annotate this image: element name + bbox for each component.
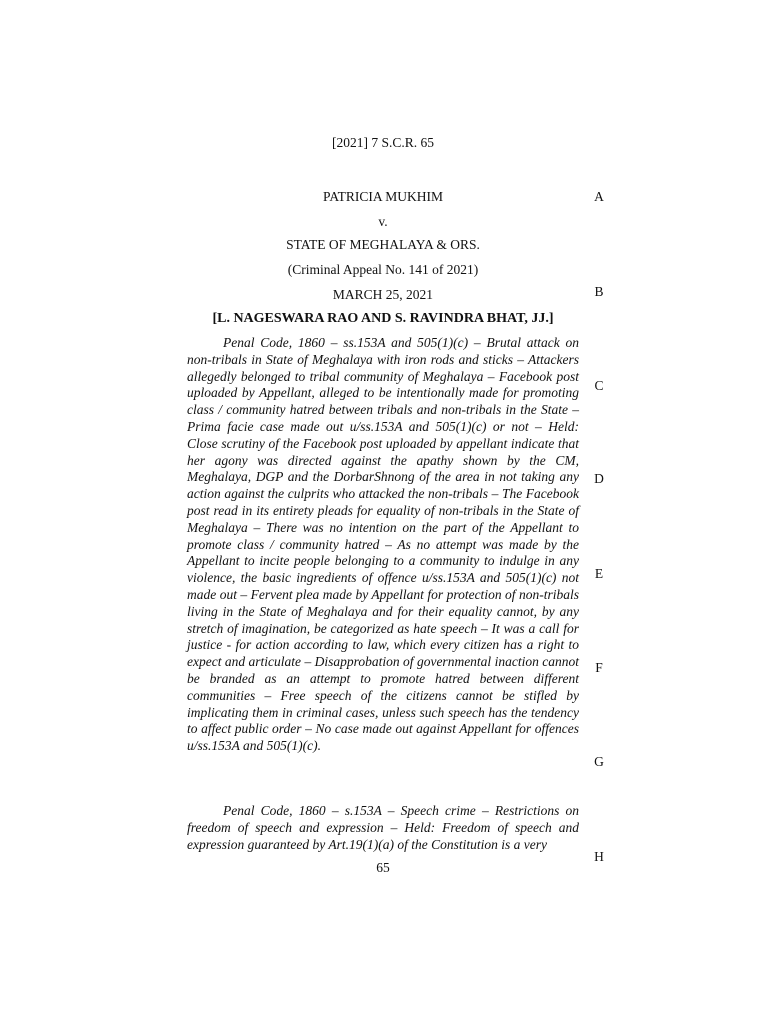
versus-label: v. <box>378 214 388 229</box>
judgment-date: MARCH 25, 2021 <box>332 287 434 302</box>
margin-letter-b: B <box>594 284 604 299</box>
petitioner-name: PATRICIA MUKHIM <box>323 189 443 204</box>
headnote-paragraph: Penal Code, 1860 – ss.153A and 505(1)(c) – Brutal attack on non-tribals in State of Meghalaya with iron rods and sticks – Attackers allegedly belonged to tribal community of Meghalaya – Facebook post uploaded by Appellant, alleged to be intentionally made for promoting class / community hatred between tribals and non-tribals in the State – Prima facie case made out u/ss.153A and 505(1)(c) or not – Held: Close scrutiny of the Facebook post uploaded by appellant indicate that her agony was directed against the apathy shown by the CM, Meghalaya, DGP and the DorbarShnong of the area in not taking any action against the culprits who attacked the non-tribals – The Facebook post read in its entirety pleads for equality of non-tribals in the State of Meghalaya – There was no intention on the part of the Appellant to promote class / community hatred – As no attempt was made by the Appellant to incite people belonging to a community to indulge in any violence, the basic ingredients of offence u/ss.153A and 505(1)(c) not made out – Fervent plea made by Appellant for protection of non-tribals living in the State of Meghalaya and for their equality cannot, by any stretch of imagination, be categorized as hate speech – It was a call for justice - for action according to law, which every citizen has a right to expect and articulate – Disapprobation of governmental inaction cannot be branded as an attempt to promote hatred between different communities – Free speech of the citizens cannot be stifled by implicating them in criminal cases, unless such speech has the tendency to affect public order – No case made out against Appellant for offences u/ss.153A and 505(1)(c). <box>187 335 579 754</box>
bench-judges: [L. NAGESWARA RAO AND S. RAVINDRA BHAT, JJ.] <box>212 311 554 326</box>
appeal-number: (Criminal Appeal No. 141 of 2021) <box>287 262 479 277</box>
margin-letter-g: G <box>594 754 604 769</box>
respondent-name: STATE OF MEGHALAYA & ORS. <box>286 237 480 252</box>
headnote-paragraph: Penal Code, 1860 – s.153A – Speech crime – Restrictions on freedom of speech and expression – Held: Freedom of speech and expression guaranteed by Art.19(1)(a) of the Constitution is a very <box>187 803 579 852</box>
margin-letter-e: E <box>594 566 604 581</box>
margin-letter-c: C <box>594 378 604 393</box>
report-citation: [2021] 7 S.C.R. 65 <box>331 135 434 150</box>
margin-letter-d: D <box>594 471 604 486</box>
margin-letter-a: A <box>594 189 604 204</box>
page-number: 65 <box>376 860 390 875</box>
margin-letter-f: F <box>595 660 603 675</box>
margin-letter-h: H <box>594 849 604 864</box>
